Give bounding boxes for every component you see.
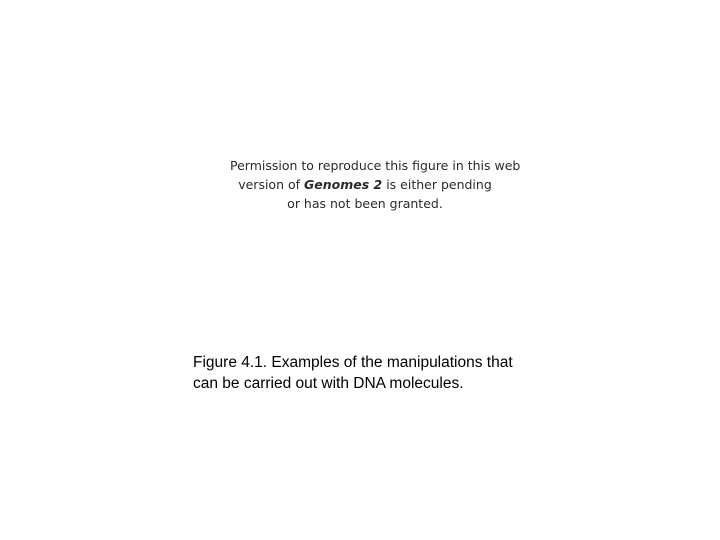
permission-notice-line-1: Permission to reproduce this figure in this web [230,158,521,173]
book-title: Genomes 2 [304,177,383,192]
permission-notice-line-3: or has not been granted. [287,196,443,211]
figure-caption-line-1: Figure 4.1. Examples of the manipulations that [193,354,513,371]
permission-notice [230,156,521,213]
permission-notice-line-2 [230,175,500,194]
permission-notice-line-2-end: is either pending [382,177,492,192]
figure-caption-line-2: can be carried out with DNA molecules. [193,375,464,392]
figure-caption [193,352,553,394]
permission-notice-line-2-start: version of [238,177,304,192]
